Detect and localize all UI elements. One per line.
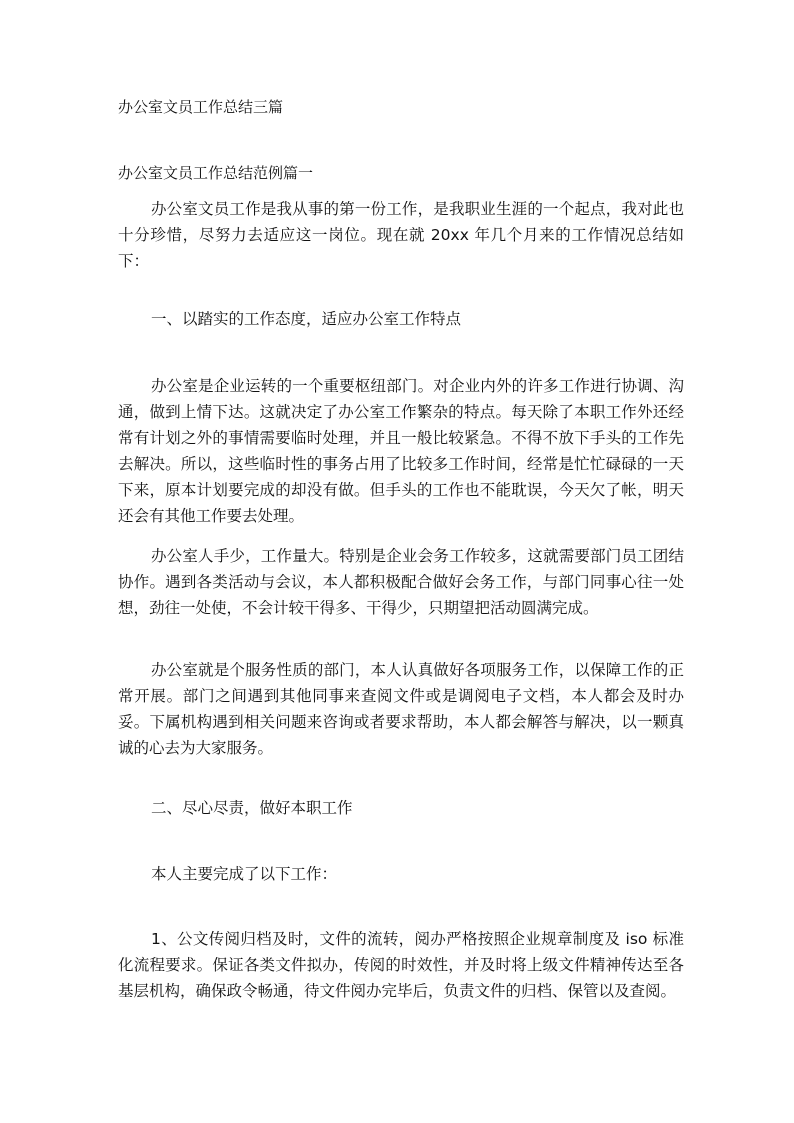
document-title: 办公室文员工作总结三篇 [118, 98, 284, 116]
section-1-paragraph-3: 办公室就是个服务性质的部门，本人认真做好各项服务工作，以保障工作的正常开展。部门之间遇到其他同事来查阅文件或是调阅电子文档，本人都会及时办妥。下属机构遇到相关问题来咨询或者要求帮助，本人都会解答与解决，以一颗真诚的心去为大家服务。 [118, 661, 684, 757]
section-1-paragraph-1: 办公室是企业运转的一个重要枢纽部门。对企业内外的许多工作进行协调、沟通，做到上情下达。这就决定了办公室工作繁杂的特点。每天除了本职工作外还经常有计划之外的事情需要临时处理，并且一般比较紧急。不得不放下手头的工作先去解决。所以，这些临时性的事务占用了比较多工作时间，经常是忙忙碌碌的一天下来，原本计划要完成的却没有做。但手头的工作也不能耽误，今天欠了帐，明天还会有其他工作要去处理。 [118, 377, 684, 525]
intro-paragraph: 办公室文员工作是我从事的第一份工作，是我职业生涯的一个起点，我对此也十分珍惜，尽努力去适应这一岗位。现在就 20xx 年几个月来的工作情况总结如下： [118, 200, 684, 270]
section-1-paragraph-2: 办公室人手少，工作量大。特别是企业会务工作较多，这就需要部门员工团结协作。遇到各类活动与会议，本人都积极配合做好会务工作，与部门同事心往一处想，劲往一处使，不会计较干得多、干得少，只期望把活动圆满完成。 [118, 547, 684, 617]
section-1-heading: 一、以踏实的工作态度，适应办公室工作特点 [151, 310, 462, 328]
document-subtitle: 办公室文员工作总结范例篇一 [118, 164, 314, 182]
section-2-heading: 二、尽心尽责，做好本职工作 [151, 799, 353, 817]
list-item-1: 1、公文传阅归档及时，文件的流转，阅办严格按照企业规章制度及 iso 标准化流程要求。保证各类文件拟办，传阅的时效性，并及时将上级文件精神传达至各基层机构，确保政令畅通，待文件阅办完毕后，负责文件的归档、保管以及查阅。 [118, 930, 684, 1000]
section-2-intro: 本人主要完成了以下工作： [151, 865, 338, 883]
